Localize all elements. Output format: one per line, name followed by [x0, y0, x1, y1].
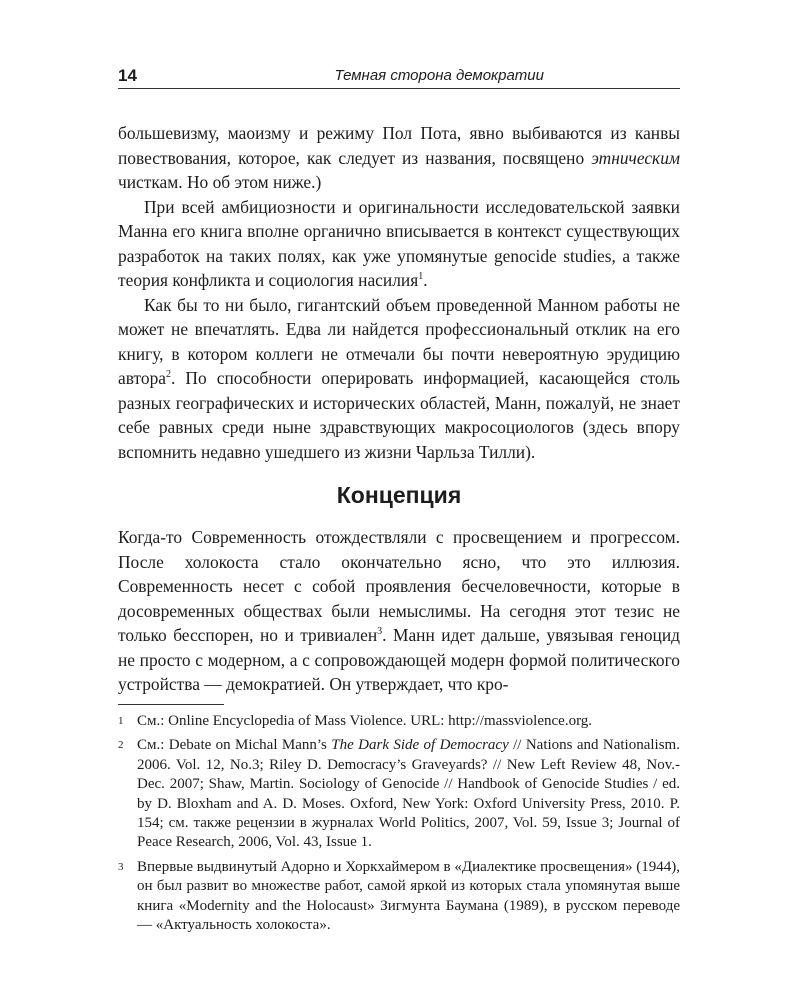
running-title: Темная сторона демократии	[334, 67, 544, 84]
footnote-text: См.: Debate on Michal Mann’s	[137, 737, 332, 754]
text-run: . Манн идет дальше, увязывая геноцид не просто с модерном, а с сопровождающей модерн формой политического устройства — демократией. Он утверждает, что кро-	[118, 625, 680, 694]
footnote	[118, 712, 680, 731]
footnote-text: Впервые выдвинутый Адорно и Хоркхаймером в «Диалектике просвещения» (1944), он был развит во множестве работ, самой яркой из которых стала упомянутая выше книга «Modernity and the Holocaust» Зигмунта Баумана (1989), в русском переводе — «Актуальность холокоста».	[137, 858, 680, 934]
footnote-ref[interactable]: 2	[165, 369, 171, 381]
footnote-text: // Nations and Nationalism. 2006. Vol. 12, No.3; Riley D. Democracy’s Graveyards? // New Left Review 48, Nov.-Dec. 2007; Shaw, Martin. Sociology of Genocide // Handbook of Genocide Studies / ed. by D. Bloxham and A. D. Moses. Oxford, New York: Oxford University Press, 2010. P. 154; см. также рецензии в журналах World Politics, 2007, Vol. 59, Issue 3; Journal of Peace Research, 2006, Vol. 43, Issue 1.	[137, 737, 680, 851]
italic-term: этническим	[591, 147, 680, 168]
text-run: чисткам. Но об этом ниже.)	[118, 172, 322, 192]
text-run: .	[423, 270, 428, 290]
footnote	[118, 736, 680, 852]
section-heading: Концепция	[336, 482, 462, 508]
footnote-number: 2	[118, 739, 124, 752]
footnote	[118, 858, 680, 936]
page-number: 14	[118, 66, 137, 85]
running-head	[118, 66, 680, 89]
paragraph	[118, 121, 680, 195]
footnote-divider	[118, 704, 224, 705]
footnote-ref[interactable]: 1	[418, 271, 424, 283]
text-run: При всей амбициозности и оригинальности исследовательской заявки Манна его книга вполне органично вписывается в контекст существующих разработок на таких полях, как уже упомянутые genocide studies, а также теория конфликта и социология насилия	[118, 196, 680, 290]
body-text	[118, 121, 680, 464]
footnote-number: 1	[118, 715, 124, 727]
paragraph	[118, 293, 680, 465]
footnote-ref[interactable]: 3	[377, 626, 383, 638]
footnote-number: 3	[118, 860, 124, 873]
section-text	[118, 525, 680, 697]
text-run: Как бы то ни было, гигантский объем проведенной Манном работы не может не впечатлять. Едва ли найдется профессиональный отклик на его книгу, в котором коллеги не отмечали бы почти невероятную эрудицию автора	[118, 294, 680, 388]
footnotes	[118, 712, 680, 940]
text-run: Когда-то Современность отождествляли с просвещением и прогрессом. После холокоста стало окончательно ясно, что это иллюзия. Современность несет с собой проявления бесчеловечности, которые в досовременных обществах были немыслимы. На сегодня этот тезис не только бесспорен, но и тривиален	[118, 527, 680, 645]
paragraph	[118, 195, 680, 293]
text-run: . По способности оперировать информацией, касающейся столь разных географических и исторических областей, Манн, пожалуй, не знает себе равных среди ныне здравствующих макросоциологов (здесь впору вспомнить недавно ушедшего из жизни Чарльза Тилли).	[118, 368, 680, 462]
footnote-text: См.: Online Encyclopedia of Mass Violence. URL: http://massviolence.org.	[137, 713, 593, 729]
text-run: большевизму, маоизму и режиму Пол Пота, явно выбиваются из канвы повествования, которое, как следует из названия, посвящено	[118, 123, 680, 168]
paragraph	[118, 525, 680, 697]
book-title: The Dark Side of Democracy	[331, 737, 509, 754]
